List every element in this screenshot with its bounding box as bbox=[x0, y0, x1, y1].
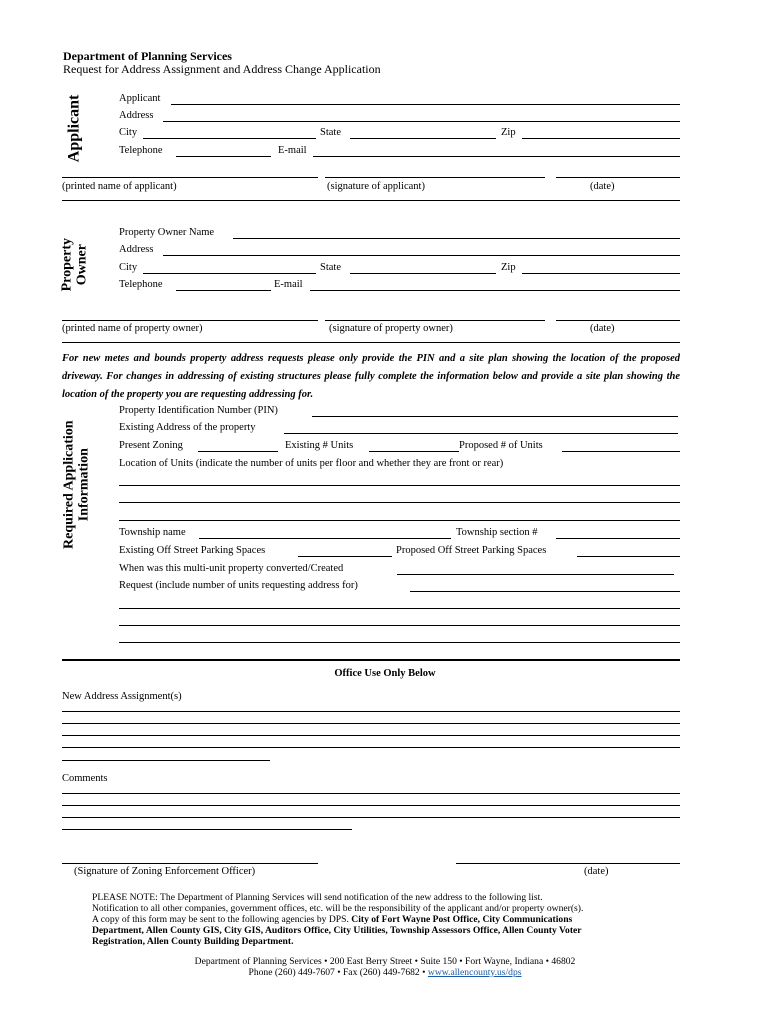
owner-printed-name-caption: (printed name of property owner) bbox=[62, 323, 203, 334]
township-name-label: Township name bbox=[119, 527, 186, 538]
applicant-telephone-label: Telephone bbox=[119, 145, 163, 156]
applicant-signature-caption: (signature of applicant) bbox=[327, 181, 425, 192]
footer-contact bbox=[0, 967, 770, 978]
location-units-field-3[interactable] bbox=[119, 520, 680, 521]
applicant-address-field[interactable] bbox=[163, 121, 680, 122]
applicant-address-label: Address bbox=[119, 110, 154, 121]
owner-section-label-line2: Owner bbox=[74, 244, 89, 286]
required-instructions: For new metes and bounds property address requests please only provide the PIN and a site plan showing the location of the proposed driveway. For changes in addressing of existing structures please fully complete the information below and provide a site plan showing the location of the property you are requesting addressing for. bbox=[62, 353, 680, 400]
owner-name-field[interactable] bbox=[233, 238, 680, 239]
applicant-state-label: State bbox=[320, 127, 341, 138]
new-address-field-5[interactable] bbox=[62, 760, 270, 761]
request-field-1[interactable] bbox=[410, 591, 680, 592]
new-address-field-1[interactable] bbox=[62, 711, 680, 712]
owner-state-field[interactable] bbox=[350, 273, 496, 274]
owner-signature-field[interactable] bbox=[325, 320, 545, 321]
note-line-2: Notification to all other companies, government offices, etc. will be the responsibility of the applicant and/or property owner(s). bbox=[92, 903, 584, 914]
existing-parking-label: Existing Off Street Parking Spaces bbox=[119, 545, 266, 556]
comments-field-4[interactable] bbox=[62, 829, 352, 830]
section-divider bbox=[62, 200, 680, 201]
footer-website-link[interactable]: www.allencounty.us/dps bbox=[427, 967, 522, 978]
request-field-3[interactable] bbox=[119, 625, 680, 626]
section-divider bbox=[62, 342, 680, 343]
owner-telephone-field[interactable] bbox=[176, 290, 271, 291]
office-divider bbox=[62, 659, 680, 661]
note-line-5: Registration, Allen County Building Department. bbox=[92, 936, 294, 947]
owner-address-label: Address bbox=[119, 244, 154, 255]
note-line-3-agencies: City of Fort Wayne Post Office, City Communications bbox=[351, 914, 573, 925]
note-line-1: PLEASE NOTE: The Department of Planning Services will send notification of the new address to the following list. bbox=[92, 892, 543, 903]
request-field-4[interactable] bbox=[119, 642, 680, 643]
applicant-email-label: E-mail bbox=[278, 145, 307, 156]
note-line-3-plain: A copy of this form may be sent to the following agencies by DPS. bbox=[92, 914, 349, 925]
owner-email-label: E-mail bbox=[274, 279, 303, 290]
applicant-date-caption: (date) bbox=[590, 181, 615, 192]
township-section-label: Township section # bbox=[456, 527, 538, 538]
owner-address-field[interactable] bbox=[163, 255, 680, 256]
comments-field-1[interactable] bbox=[62, 793, 680, 794]
required-section-label-line1: Required Application bbox=[61, 420, 77, 549]
comments-label: Comments bbox=[62, 773, 108, 784]
comments-field-3[interactable] bbox=[62, 817, 680, 818]
new-address-field-2[interactable] bbox=[62, 723, 680, 724]
owner-name-label: Property Owner Name bbox=[119, 227, 215, 238]
applicant-email-field[interactable] bbox=[313, 156, 680, 157]
request-label: Request (include number of units requesting address for) bbox=[119, 580, 358, 591]
note-line-4: Department, Allen County GIS, City GIS, Auditors Office, City Utilities, Township Assessors Office, Allen County Voter bbox=[92, 925, 582, 936]
owner-zip-field[interactable] bbox=[522, 273, 680, 274]
zoning-officer-date-field[interactable] bbox=[456, 863, 680, 864]
office-use-heading: Office Use Only Below bbox=[334, 668, 436, 679]
pin-label: Property Identification Number (PIN) bbox=[119, 405, 278, 416]
owner-telephone-label: Telephone bbox=[119, 279, 163, 290]
required-section-label bbox=[62, 390, 91, 580]
proposed-units-field[interactable] bbox=[562, 451, 680, 452]
request-field-2[interactable] bbox=[119, 608, 680, 609]
owner-printed-name-field[interactable] bbox=[62, 320, 318, 321]
owner-date-caption: (date) bbox=[590, 323, 615, 334]
form-title: Request for Address Assignment and Address Change Application bbox=[63, 62, 381, 76]
footer-phone: Phone (260) 449-7607 • Fax (260) 449-7682 • bbox=[248, 967, 426, 978]
existing-parking-field[interactable] bbox=[298, 556, 392, 557]
zoning-officer-date-caption: (date) bbox=[584, 866, 609, 877]
comments-field-2[interactable] bbox=[62, 805, 680, 806]
owner-city-label: City bbox=[119, 262, 138, 273]
owner-date-field[interactable] bbox=[556, 320, 680, 321]
present-zoning-field[interactable] bbox=[198, 451, 278, 452]
applicant-zip-field[interactable] bbox=[522, 138, 680, 139]
proposed-parking-label: Proposed Off Street Parking Spaces bbox=[396, 545, 547, 556]
applicant-city-label: City bbox=[119, 127, 138, 138]
location-units-field-1[interactable] bbox=[119, 485, 680, 486]
owner-signature-caption: (signature of property owner) bbox=[329, 323, 453, 334]
location-units-field-2[interactable] bbox=[119, 502, 680, 503]
note-line-3 bbox=[92, 914, 572, 925]
zoning-officer-signature-field[interactable] bbox=[62, 863, 318, 864]
converted-label: When was this multi-unit property converted/Created bbox=[119, 563, 344, 574]
owner-city-field[interactable] bbox=[143, 273, 316, 274]
applicant-printed-name-caption: (printed name of applicant) bbox=[62, 181, 177, 192]
zoning-officer-signature-caption: (Signature of Zoning Enforcement Officer) bbox=[74, 866, 256, 877]
owner-section-label bbox=[60, 215, 89, 315]
existing-address-label: Existing Address of the property bbox=[119, 422, 256, 433]
applicant-zip-label: Zip bbox=[501, 127, 516, 138]
existing-units-label: Existing # Units bbox=[285, 440, 354, 451]
applicant-city-field[interactable] bbox=[143, 138, 316, 139]
applicant-section-label: Applicant bbox=[65, 94, 83, 163]
owner-email-field[interactable] bbox=[310, 290, 680, 291]
new-address-field-4[interactable] bbox=[62, 747, 680, 748]
proposed-units-label: Proposed # of Units bbox=[459, 440, 543, 451]
proposed-parking-field[interactable] bbox=[577, 556, 680, 557]
owner-section-label-line1: Property bbox=[59, 238, 75, 292]
converted-field[interactable] bbox=[397, 574, 674, 575]
applicant-state-field[interactable] bbox=[350, 138, 496, 139]
present-zoning-label: Present Zoning bbox=[119, 440, 183, 451]
applicant-date-field[interactable] bbox=[556, 177, 680, 178]
applicant-printed-name-field[interactable] bbox=[62, 177, 318, 178]
township-section-field[interactable] bbox=[556, 538, 680, 539]
pin-field[interactable] bbox=[312, 416, 678, 417]
footer-address: Department of Planning Services • 200 East Berry Street • Suite 150 • Fort Wayne, Indiana • 46802 bbox=[194, 956, 576, 967]
owner-state-label: State bbox=[320, 262, 341, 273]
new-address-field-3[interactable] bbox=[62, 735, 680, 736]
existing-address-field[interactable] bbox=[284, 433, 678, 434]
owner-zip-label: Zip bbox=[501, 262, 516, 273]
location-units-label: Location of Units (indicate the number of units per floor and whether they are front or rear) bbox=[119, 458, 504, 469]
required-section-label-line2: Information bbox=[76, 448, 91, 522]
department-title: Department of Planning Services bbox=[63, 49, 232, 63]
new-address-label: New Address Assignment(s) bbox=[62, 691, 182, 702]
applicant-signature-field[interactable] bbox=[325, 177, 545, 178]
applicant-telephone-field[interactable] bbox=[176, 156, 271, 157]
existing-units-field[interactable] bbox=[369, 451, 459, 452]
applicant-field[interactable] bbox=[171, 104, 680, 105]
township-name-field[interactable] bbox=[199, 538, 451, 539]
applicant-label: Applicant bbox=[119, 93, 161, 104]
